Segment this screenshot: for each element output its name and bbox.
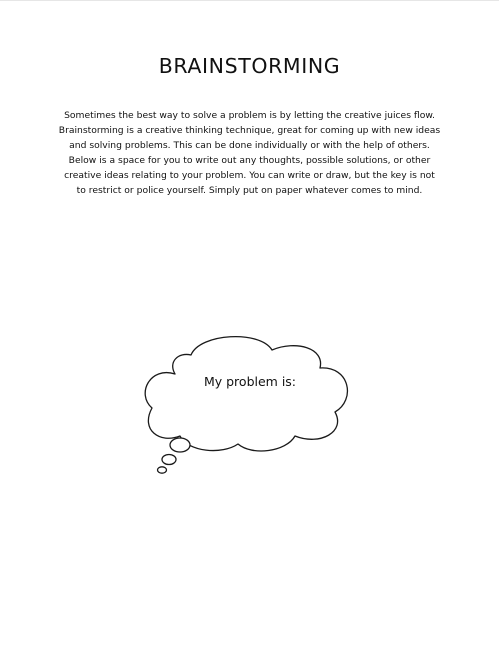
intro-line: to restrict or police yourself. Simply put on paper whatever comes to mind. [76,185,423,196]
intro-line: Sometimes the best way to solve a problem is by letting the creative juices flow. [64,110,435,121]
intro-line: and solving problems. This can be done individually or with the help of others. [69,140,430,151]
page-title: BRAINSTORMING [158,54,341,78]
thought-dot-small [158,467,167,473]
thought-cloud-outline [145,337,347,451]
thought-dot-medium [162,455,176,465]
thought-dot-large [170,438,190,452]
intro-line: Below is a space for you to write out any thoughts, possible solutions, or other [68,155,431,166]
intro-line: Brainstorming is a creative thinking technique, great for coming up with new ideas [58,125,441,136]
problem-label: My problem is: [203,374,297,389]
intro-line: creative ideas relating to your problem. You can write or draw, but the key is not [64,170,435,181]
